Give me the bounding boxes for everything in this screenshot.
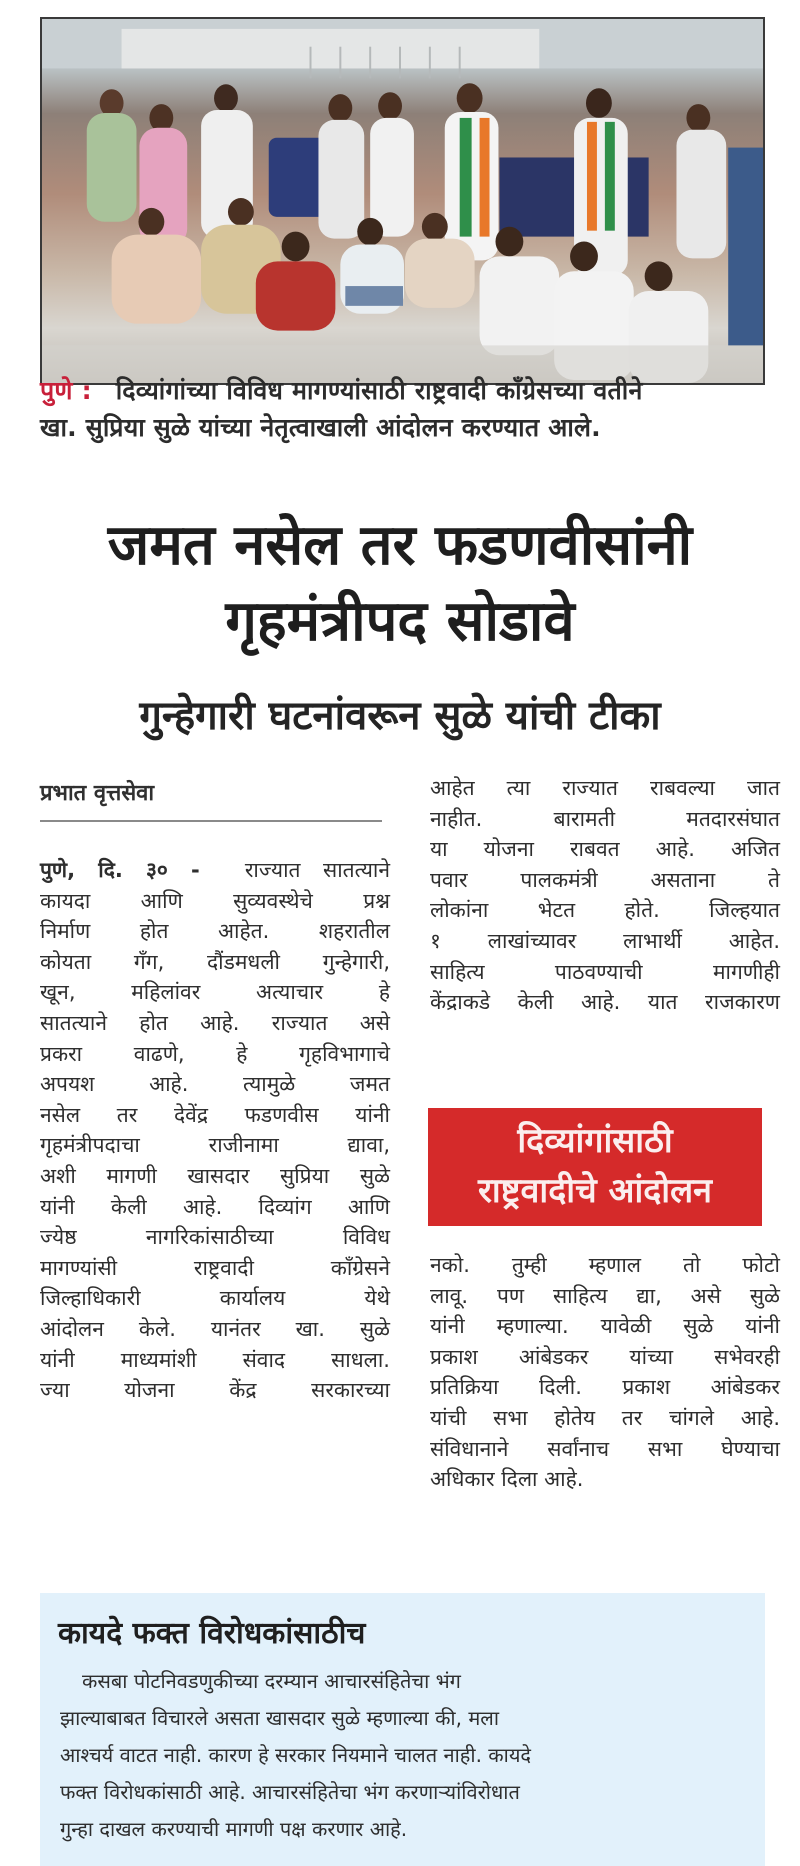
- article-line: यांची सभा होतेय तर चांगले आहे.: [430, 1405, 780, 1430]
- article-line: गृहमंत्रीपदाचा राजीनामा द्यावा,: [40, 1133, 390, 1158]
- callout-line-2: राष्ट्रवादीचे आंदोलन: [477, 1171, 713, 1211]
- photo-caption: [40, 372, 765, 446]
- article-line: प्रकरा वाढणे, हे गृहविभागाचे: [40, 1041, 390, 1066]
- article-line: पुणे, दि. ३० - राज्यात सातत्याने: [40, 858, 390, 882]
- article-line: अधिकार दिला आहे.: [430, 1467, 584, 1492]
- article-line: लावू. पण साहित्य द्या, असे सुळे: [430, 1283, 780, 1308]
- caption-line-2: खा. सुप्रिया सुळे यांच्या नेतृत्वाखाली आंदोलन करण्यात आले.: [40, 413, 601, 442]
- sidebar-box-line: फक्त विरोधकांसाठी आहे. आचारसंहितेचा भंग करणाऱ्यांविरोधात: [60, 1780, 520, 1804]
- article-column-left: [40, 855, 390, 1406]
- article-line: अपयश आहे. त्यामुळे जमत: [40, 1072, 390, 1097]
- article-line: लोकांना भेटत होते. जिल्हयात: [430, 898, 780, 923]
- sidebar-box-line: गुन्हा दाखल करण्याची मागणी पक्ष करणार आहे.: [60, 1817, 408, 1841]
- dateline: पुणे, दि. ३० -: [40, 858, 200, 882]
- article-column-right-top: [430, 773, 780, 1018]
- sidebar-box-body: [60, 1663, 640, 1848]
- article-line: अशी मागणी खासदार सुप्रिया सुळे: [40, 1163, 390, 1188]
- headline-line-1: जमत नसेल तर फडणवीसांनी: [107, 513, 693, 578]
- article-line: यांनी माध्यमांशी संवाद साधला.: [40, 1347, 390, 1372]
- byline: प्रभात वृत्तसेवा: [40, 781, 155, 806]
- article-line: ज्या योजना केंद्र सरकारच्या: [40, 1378, 390, 1403]
- article-column-right-bottom: [430, 1250, 780, 1495]
- article-line: नाहीत. बारामती मतदारसंघात: [430, 806, 780, 831]
- article-line: प्रकाश आंबेडकर यांच्या सभेवरही: [430, 1344, 780, 1369]
- article-line: निर्माण होत आहेत. शहरातील: [40, 919, 390, 944]
- headline: [30, 508, 770, 660]
- article-line: पवार पालकमंत्री असताना ते: [430, 867, 780, 892]
- caption-line-1: पुणे : दिव्यांगांच्या विविध मागण्यांसाठी राष्ट्रवादी काँग्रेसच्या वतीने: [40, 376, 643, 405]
- article-line: यांनी केली आहे. दिव्यांग आणि: [40, 1194, 390, 1219]
- caption-place: पुणे :: [40, 376, 92, 405]
- article-line: केंद्राकडे केली आहे. यात राजकारण: [430, 990, 780, 1015]
- article-line: जिल्हाधिकारी कार्यालय येथे: [40, 1286, 390, 1311]
- sidebar-box-line: आश्चर्य वाटत नाही. कारण हे सरकार नियमाने चालत नाही. कायदे: [60, 1743, 532, 1767]
- article-line: नको. तुम्ही म्हणाल तो फोटो: [430, 1253, 780, 1277]
- sidebar-box-title: कायदे फक्त विरोधकांसाठीच: [58, 1616, 366, 1651]
- article-line: मागण्यांसी राष्ट्रवादी काँग्रेसने: [40, 1255, 390, 1280]
- article-line: आहेत त्या राज्यात राबवल्या जात: [430, 776, 780, 800]
- pull-quote-callout: [428, 1108, 762, 1226]
- article-line: ज्येष्ठ नागरिकांसाठीच्या विविध: [40, 1225, 390, 1250]
- article-line: १ लाखांच्यावर लाभार्थी आहेत.: [430, 928, 780, 953]
- article-line: साहित्य पाठवण्याची मागणीही: [430, 959, 780, 984]
- article-line: खून, महिलांवर अत्याचार हे: [40, 980, 390, 1005]
- article-line: या योजना राबवत आहे. अजित: [430, 837, 780, 862]
- byline-divider: [40, 820, 382, 822]
- article-line: प्रतिक्रिया दिली. प्रकाश आंबेडकर: [430, 1375, 780, 1400]
- sidebar-box: [40, 1593, 765, 1866]
- callout-line-1: दिव्यांगांसाठी: [517, 1121, 673, 1161]
- article-line: कोयता गँग, दौंडमधली गुन्हेगारी,: [40, 949, 390, 974]
- article-line: कायदा आणि सुव्यवस्थेचे प्रश्न: [40, 888, 390, 913]
- article-line: यांनी म्हणाल्या. यावेळी सुळे यांनी: [430, 1314, 780, 1339]
- sidebar-box-line: झाल्याबाबत विचारले असता खासदार सुळे म्हणाल्या की, मला: [60, 1706, 500, 1730]
- article-line: संविधानाने सर्वांनाच सभा घेण्याचा: [430, 1436, 780, 1461]
- news-photo: [40, 17, 765, 385]
- subheadline: गुन्हेगारी घटनांवरून सुळे यांची टीका: [139, 693, 661, 739]
- protest-photo-illustration: [42, 19, 763, 383]
- article-line: आंदोलन केले. यानंतर खा. सुळे: [40, 1316, 390, 1341]
- article-line: सातत्याने होत आहे. राज्यात असे: [40, 1010, 390, 1035]
- sidebar-box-line: कसबा पोटनिवडणुकीच्या दरम्यान आचारसंहितेचा भंग: [82, 1669, 461, 1693]
- article-line: नसेल तर देवेंद्र फडणवीस यांनी: [40, 1102, 390, 1127]
- headline-line-2: गृहमंत्रीपद सोडावे: [225, 589, 575, 654]
